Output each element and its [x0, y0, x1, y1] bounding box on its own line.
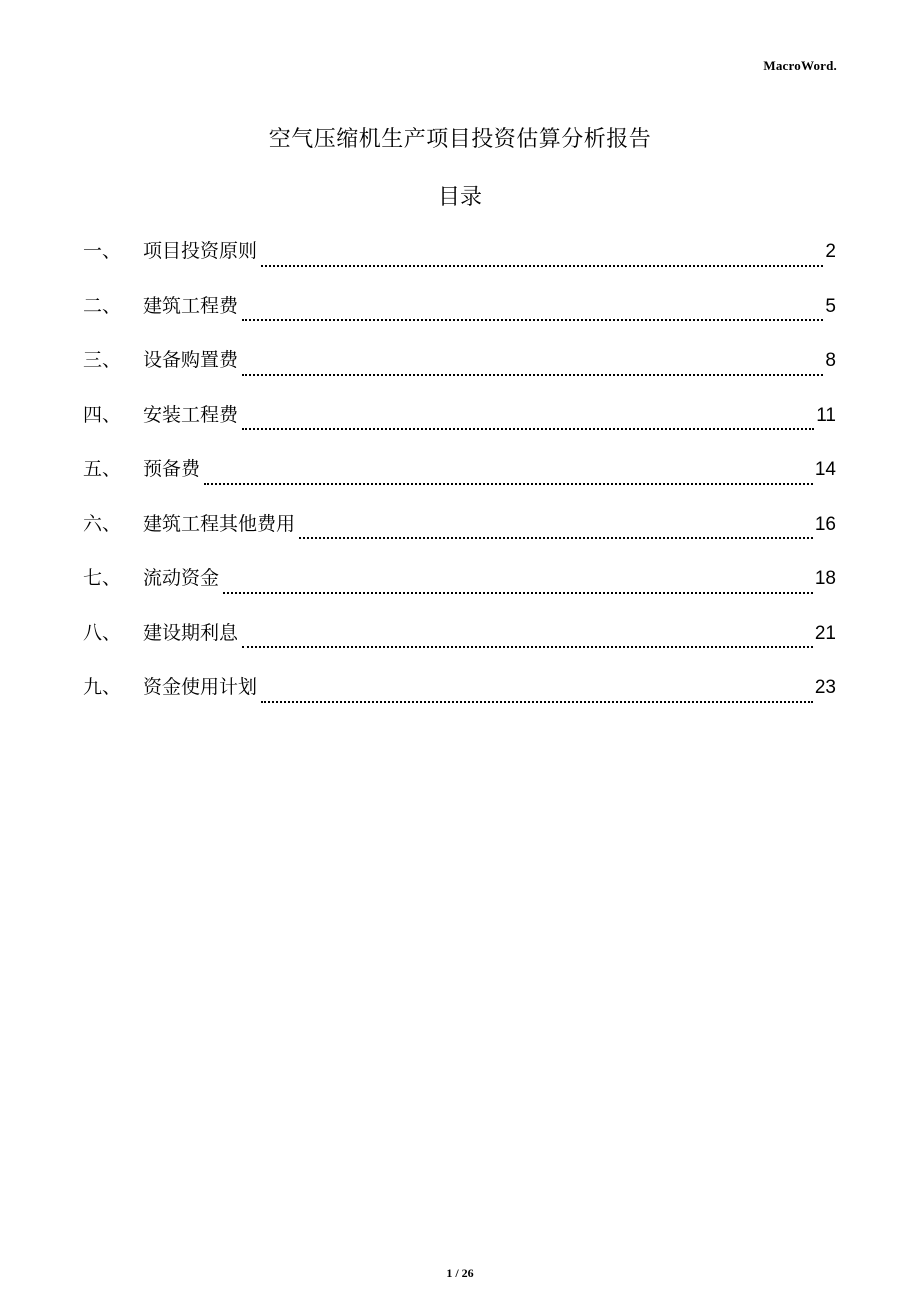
document-title: 空气压缩机生产项目投资估算分析报告	[268, 127, 652, 152]
toc-item[interactable]	[83, 454, 836, 509]
toc-dot-leader	[242, 428, 814, 430]
toc-item-number: 三、	[83, 349, 122, 371]
toc-item-page: 16	[814, 513, 836, 535]
toc-item[interactable]	[83, 563, 836, 618]
toc-dot-leader	[223, 592, 813, 594]
toc-dot-leader	[299, 537, 813, 539]
toc-item-label: 预备费	[143, 458, 201, 480]
toc-item-label: 项目投资原则	[143, 240, 258, 262]
toc-item-page: 5	[825, 295, 836, 317]
toc-item-number: 一、	[83, 240, 122, 262]
toc-item-page: 21	[814, 622, 836, 644]
toc-item-number: 七、	[83, 567, 122, 589]
toc-item-label: 流动资金	[143, 567, 220, 589]
toc-item-number: 八、	[83, 621, 122, 644]
toc-dot-leader	[261, 265, 823, 267]
toc-item-page: 2	[825, 241, 836, 262]
toc-item-page: 14	[814, 459, 836, 480]
toc-item-page: 18	[814, 568, 836, 589]
toc-dot-leader	[204, 483, 813, 485]
toc-item[interactable]	[83, 509, 836, 564]
toc-dot-leader	[242, 319, 823, 321]
toc-item[interactable]	[83, 618, 836, 673]
toc-item-label: 建筑工程其他费用	[143, 512, 296, 535]
toc-item-label: 建设期利息	[143, 621, 239, 644]
toc-item-label: 资金使用计划	[143, 676, 258, 698]
toc-item[interactable]	[83, 672, 836, 727]
toc-item-label: 建筑工程费	[143, 294, 239, 317]
toc-item-label: 设备购置费	[143, 349, 239, 371]
table-of-contents	[83, 236, 836, 727]
toc-item-number: 五、	[83, 458, 122, 480]
toc-item-number: 九、	[83, 676, 122, 698]
toc-dot-leader	[261, 701, 813, 703]
toc-item-number: 四、	[83, 403, 122, 426]
page-indicator: 1 / 26	[446, 1266, 474, 1280]
toc-item[interactable]	[83, 400, 836, 455]
toc-item[interactable]	[83, 236, 836, 291]
toc-item[interactable]	[83, 291, 836, 346]
toc-item-label: 安装工程费	[143, 403, 239, 426]
header-brand: MacroWord.	[763, 58, 837, 73]
toc-heading: 目录	[437, 185, 482, 210]
toc-dot-leader	[242, 646, 813, 648]
toc-item-number: 六、	[83, 512, 122, 535]
toc-item-number: 二、	[83, 294, 122, 317]
toc-item[interactable]	[83, 345, 836, 400]
toc-dot-leader	[242, 374, 823, 376]
toc-item-page: 23	[814, 677, 836, 698]
toc-item-page: 8	[825, 350, 836, 371]
toc-item-page: 11	[816, 404, 836, 426]
